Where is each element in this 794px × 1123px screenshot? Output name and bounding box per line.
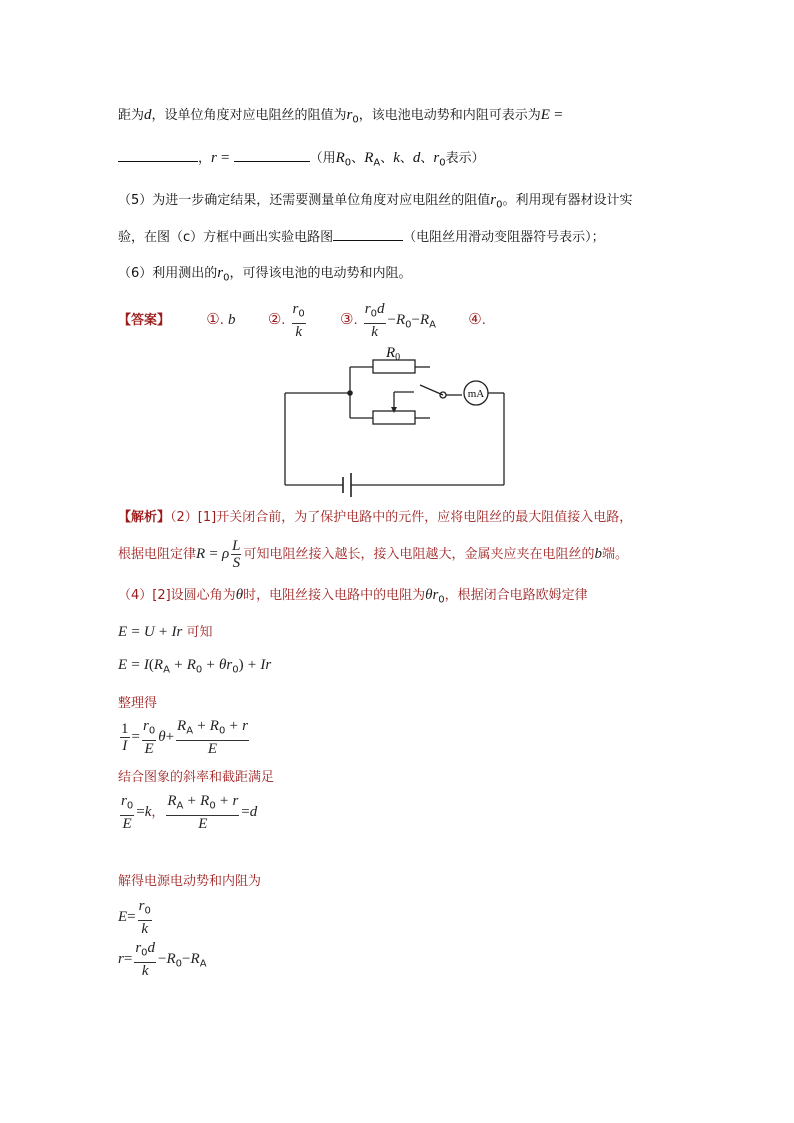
q4-line-1: 距为d，设单位角度对应电阻丝的阻值为$r_0$，该电池电动势和内阻可表示为E =: [118, 107, 563, 126]
answer-2-fraction: $\frac{r_0}{k}$: [292, 301, 305, 340]
equation-1: E = U + Ir 可知: [118, 624, 213, 640]
equation-2: $E = I(R_A + R_0 + \theta r_0) + Ir$: [118, 657, 272, 676]
circuit-diagram: [280, 338, 510, 498]
resistance-law-fraction: $\frac{L}{S}$: [232, 538, 241, 571]
answer-blank-E: [118, 147, 198, 162]
equation-3: $\frac{1}{I}$ = $\frac{r_0}{E}$ θ+ $\frac{R_A + R_0 + r}{E}$: [121, 718, 248, 757]
answer-line: 【答案】 ①. b ②. $\frac{r_0}{k}$ ③. $\frac{r_0d}{k}$ $-R_0-R_A$ ④.: [118, 301, 486, 340]
analysis-line-1: 【解析】（2）[1]开关闭合前，为了保护电路中的元件，应将电阻丝的最大阻值接入电路，: [118, 510, 633, 525]
zhengli-label: 整理得: [118, 696, 158, 711]
answer-label: 【答案】: [118, 312, 171, 328]
answer-3-fraction: $\frac{r_0d}{k}$: [364, 301, 385, 340]
equation-4: $\frac{r_0}{E}$ =k， $\frac{R_A + R_0 + r}{E}$ =d: [121, 793, 258, 832]
q6-line: （6）利用测出的$r_0$，可得该电池的电动势和内阻。: [118, 265, 412, 284]
q5-line-2: 验，在图（c）方框中画出实验电路图 （电阻丝用滑动变阻器符号表示）；: [118, 226, 605, 249]
jiehe-label: 结合图象的斜率和截距满足: [118, 770, 275, 785]
equation-6: r= $\frac{r_0d}{k}$ $-R_0-R_A$: [118, 940, 207, 979]
jiede-label: 解得电源电动势和内阻为: [118, 874, 262, 889]
equation-5: E= $\frac{r_0}{k}$: [118, 898, 151, 937]
answer-blank-r: [234, 147, 310, 162]
q4-line-2: ，r = （用$R_0$、$R_A$、k、d、$r_0$表示）: [118, 147, 485, 175]
analysis-line-2: 根据电阻定律R = ρ $\frac{L}{S}$ 可知电阻丝接入越长，接入电阻越大，金属夹应夹在电阻丝的b端。: [118, 538, 629, 571]
analysis-line-3: （4）[2]设圆心角为θ时，电阻丝接入电路中的电阻为$\theta r_0$，根据闭合电路欧姆定律: [118, 587, 588, 606]
resistor-r0: [373, 360, 415, 373]
meter-label: mA: [467, 388, 485, 400]
answer-blank-circuit: [333, 226, 403, 241]
resistor-label: $R_0$: [386, 345, 401, 363]
q5-line-1: （5）为进一步确定结果，还需要测量单位角度对应电阻丝的阻值$r_0$。利用现有器材设计实: [118, 192, 633, 211]
